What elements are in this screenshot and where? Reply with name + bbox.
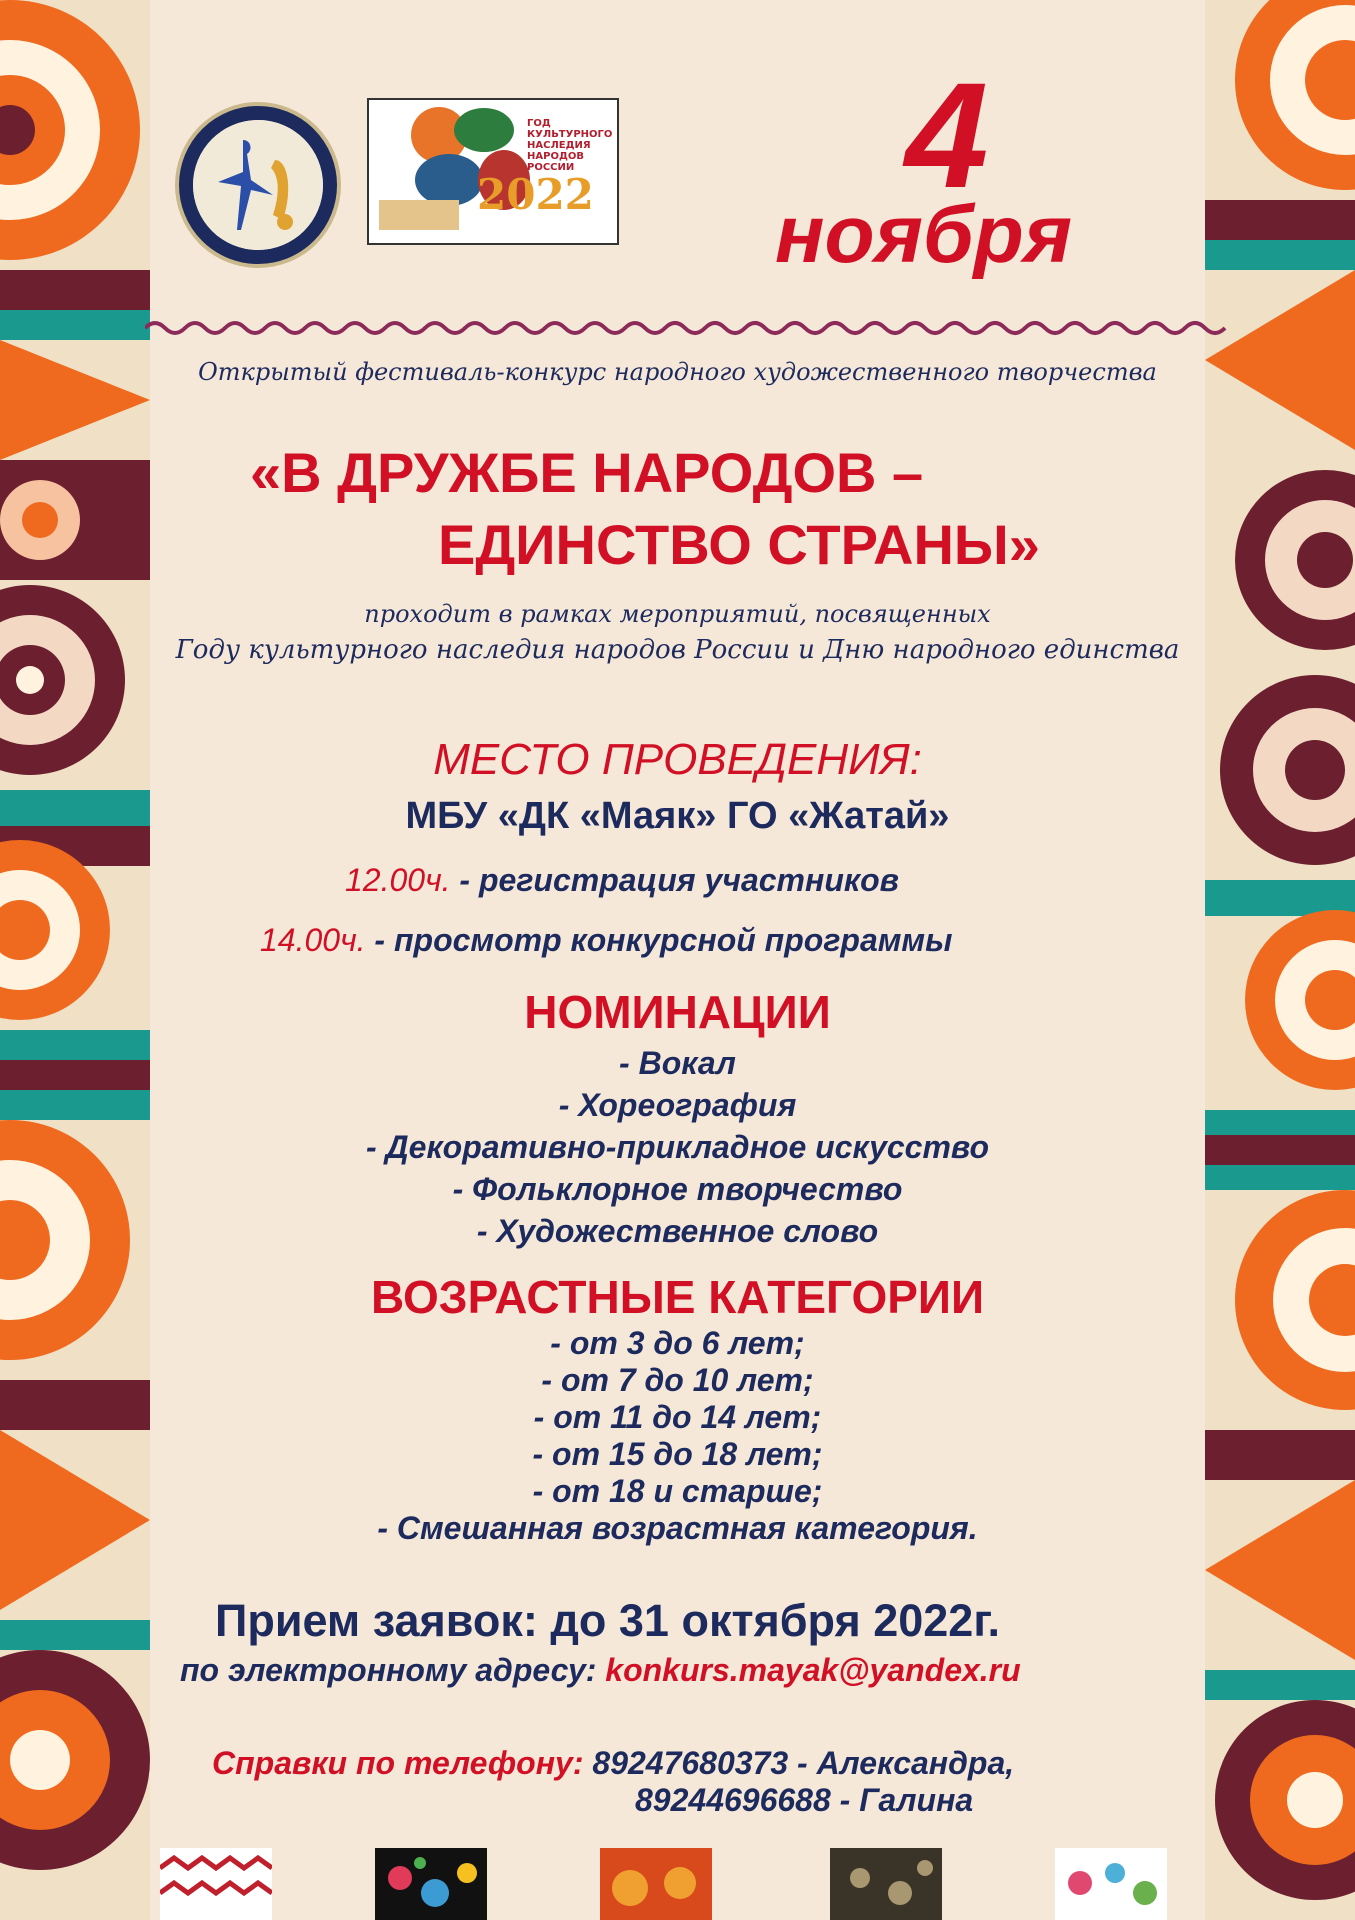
nomination-item: - Декоративно-прикладное искусство (366, 1129, 989, 1165)
nomination-item: - Вокал (619, 1045, 736, 1081)
contacts-line-1 (212, 1745, 1014, 1782)
dedication-line-2: Году культурного наследия народов России и Дню народного единства (175, 635, 1180, 665)
heritage-logo-year: 2022 (477, 170, 594, 219)
right-ornament-border (1205, 0, 1355, 1920)
left-ornament-border (0, 0, 150, 1920)
contacts-label: Справки по телефону: (212, 1745, 593, 1781)
wavy-divider (145, 318, 1230, 338)
title-line-2: ЕДИНСТВО СТРАНЫ» (438, 513, 1040, 576)
email-label: по электронному адресу: (180, 1652, 606, 1688)
age-category-item: - Смешанная возрастная категория. (377, 1510, 978, 1546)
age-category-item: - от 18 и старше; (532, 1473, 823, 1509)
dancer-icon (193, 120, 323, 250)
floral-fabric-sample-icon (375, 1848, 487, 1920)
age-category-item: - от 7 до 10 лет; (541, 1362, 814, 1398)
schedule-text: - регистрация участников (450, 862, 899, 898)
title-line-1: «В ДРУЖБЕ НАРОДОВ – (250, 441, 924, 504)
venue-heading: МЕСТО ПРОВЕДЕНИЯ: (433, 735, 922, 784)
schedule-item (345, 862, 899, 899)
left-ornament-pattern (0, 0, 150, 1920)
festival-subtitle: Открытый фестиваль-конкурс народного художественного творчества (198, 358, 1157, 386)
nomination-item: - Художественное слово (476, 1213, 879, 1249)
venue-name: МБУ «ДК «Маяк» ГО «Жатай» (405, 795, 950, 837)
folk-floral-sample-icon (1055, 1848, 1167, 1920)
schedule-text: - просмотр конкурсной программы (365, 922, 953, 958)
email-link[interactable]: konkurs.mayak@yandex.ru (605, 1652, 1021, 1688)
nomination-item: - Фольклорное творчество (452, 1171, 903, 1207)
age-category-item: - от 11 до 14 лет; (533, 1399, 822, 1435)
age-categories-heading: ВОЗРАСТНЫЕ КАТЕГОРИИ (370, 1271, 985, 1323)
age-category-item: - от 3 до 6 лет; (550, 1325, 805, 1361)
dedication-line-1: проходит в рамках мероприятий, посвященных (364, 600, 991, 628)
schedule-time: 12.00ч. (345, 862, 451, 898)
heritage-logo-text: ГОД КУЛЬТУРНОГО НАСЛЕДИЯ НАРОДОВ РОССИИ (527, 118, 613, 173)
schedule-item (260, 922, 952, 959)
nominations-list (150, 1042, 1205, 1252)
date-day: 4 (905, 51, 989, 219)
khokhloma-sample-icon (600, 1848, 712, 1920)
embroidery-sample-icon (160, 1848, 272, 1920)
dance-house-logo (175, 102, 341, 268)
cultural-heritage-year-logo (367, 98, 619, 245)
schedule-time: 14.00ч. (260, 922, 366, 958)
application-deadline: Прием заявок: до 31 октября 2022г. (215, 1595, 1001, 1646)
phone-1[interactable]: 89247680373 - Александра, (592, 1745, 1015, 1781)
application-email-line (180, 1652, 1021, 1689)
dark-ornament-sample-icon (830, 1848, 942, 1920)
nominations-heading: НОМИНАЦИИ (524, 986, 831, 1038)
phone-2[interactable]: 89244696688 - Галина (635, 1782, 974, 1818)
nomination-item: - Хореография (558, 1087, 797, 1123)
right-ornament-pattern (1205, 0, 1355, 1920)
date-month: ноября (775, 189, 1073, 280)
age-category-item: - от 15 до 18 лет; (532, 1436, 823, 1472)
age-categories-list (150, 1325, 1205, 1547)
